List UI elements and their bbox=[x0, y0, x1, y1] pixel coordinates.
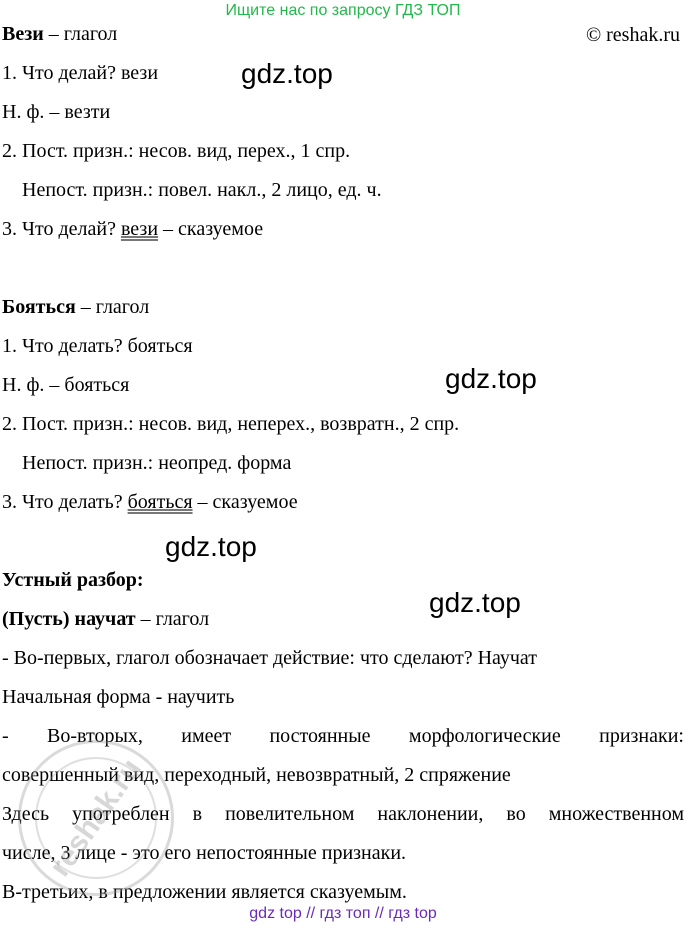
block2-pos: – глагол bbox=[75, 296, 150, 318]
block2-line4: Непост. призн.: неопред. форма bbox=[22, 452, 292, 474]
oral-para3-line1: - Во-вторых, имеет постоянные морфологические признаки: bbox=[2, 725, 684, 747]
oral-para1: - Во-первых, глагол обозначает действие: что сделают? Научат bbox=[2, 647, 538, 669]
oral-para2: Начальная форма - научить bbox=[2, 686, 235, 708]
oral-para4-line1: Здесь употреблен в повелительном наклонении, во множественном bbox=[2, 803, 684, 825]
block2-word: Бояться bbox=[2, 296, 76, 318]
copyright: © reshak.ru bbox=[585, 24, 680, 46]
oral-word: (Пусть) научат bbox=[2, 608, 136, 630]
block1-line1: 1. Что делай? вези bbox=[2, 62, 159, 84]
stamp-inner-ring bbox=[11, 733, 181, 903]
block2-line3: 2. Пост. призн.: несов. вид, неперех., возвратн., 2 спр. bbox=[2, 413, 460, 435]
oral-para3-line2: совершенный вид, переходный, невозвратный, 2 спряжение bbox=[2, 764, 511, 786]
watermark-gdz: gdz.top bbox=[429, 587, 521, 618]
oral-pos: – глагол bbox=[135, 608, 210, 630]
block1-word: Вези bbox=[2, 23, 44, 45]
block1-line3: 2. Пост. призн.: несов. вид, перех., 1 спр. bbox=[2, 140, 351, 162]
stamp-text: reshak.ru bbox=[43, 752, 148, 883]
block1-title bbox=[2, 23, 117, 46]
block2-underlined-word: бояться bbox=[127, 491, 193, 513]
watermark-gdz: gdz.top bbox=[165, 531, 257, 562]
watermark-gdz: gdz.top bbox=[445, 363, 537, 394]
block2-line1: 1. Что делать? бояться bbox=[2, 335, 193, 357]
block2-title bbox=[2, 296, 149, 319]
oral-para4-line2: числе, 3 лице - это его непостоянные признаки. bbox=[2, 842, 407, 864]
block1-line5-pre: 3. Что делай? bbox=[2, 218, 121, 240]
block1-underlined-word: вези bbox=[120, 218, 159, 240]
block2-line5-post: – сказуемое bbox=[192, 491, 298, 513]
bottom-banner: gdz top // гдз топ // гдз top bbox=[249, 905, 437, 922]
block1-line4: Непост. призн.: повел. накл., 2 лицо, ед. ч. bbox=[22, 179, 382, 201]
block2-line5-pre: 3. Что делать? bbox=[2, 491, 128, 513]
block2-line2: Н. ф. – бояться bbox=[2, 374, 130, 396]
watermark-gdz: gdz.top bbox=[241, 58, 333, 89]
block1-line5-post: – сказуемое bbox=[158, 218, 264, 240]
top-banner: Ищите нас по запросу ГДЗ ТОП bbox=[225, 2, 461, 19]
block1-line2: Н. ф. – везти bbox=[2, 101, 111, 123]
block1-pos: – глагол bbox=[43, 23, 118, 45]
block2-line5 bbox=[2, 491, 298, 514]
oral-para5: В-третьих, в предложении является сказуемым. bbox=[2, 881, 407, 903]
oral-title bbox=[2, 608, 209, 631]
block1-line5 bbox=[2, 218, 263, 241]
oral-heading: Устный разбор: bbox=[2, 569, 144, 591]
